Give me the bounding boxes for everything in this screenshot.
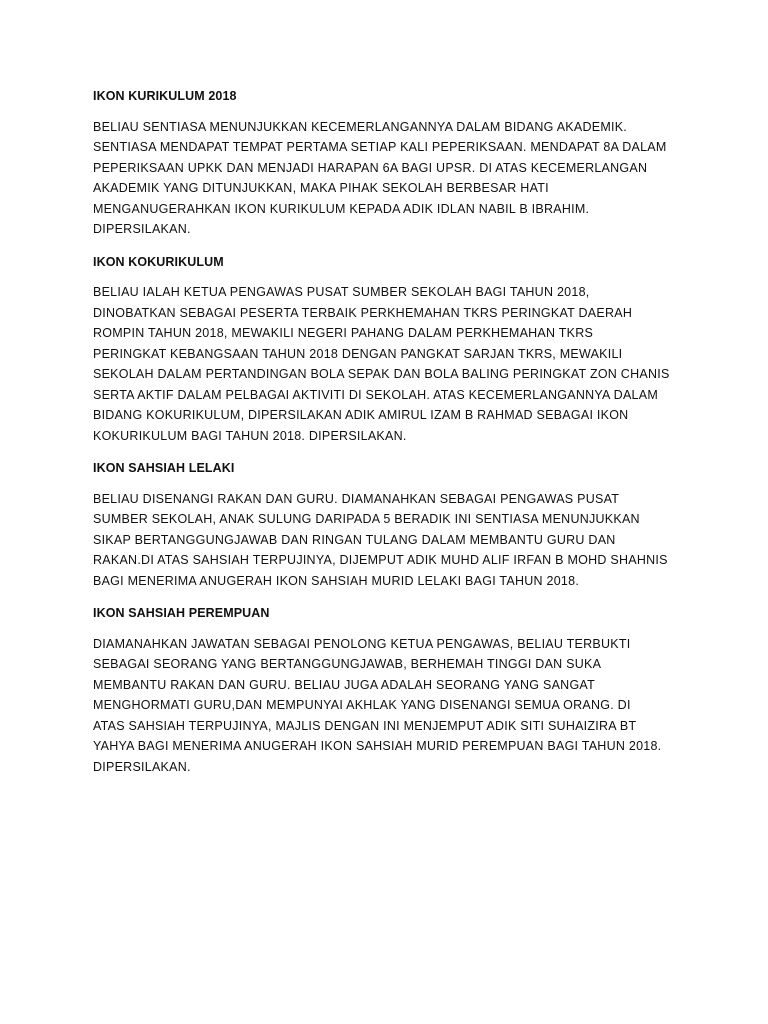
paragraph-line: YAHYA BAGI MENERIMA ANUGERAH IKON SAHSIAH MURID PEREMPUAN BAGI TAHUN 2018. <box>93 739 662 753</box>
paragraph-line: SEKOLAH DALAM PERTANDINGAN BOLA SEPAK DAN BOLA BALING PERINGKAT ZON CHANIS <box>93 367 670 381</box>
paragraph-line: DIPERSILAKAN. <box>93 759 191 774</box>
paragraph-line: KOKURIKULUM BAGI TAHUN 2018. DIPERSILAKAN. <box>93 428 407 443</box>
paragraph-line: RAKAN.DI ATAS SAHSIAH TERPUJINYA, DIJEMPUT ADIK MUHD ALIF IRFAN B MOHD SHAHNIS <box>93 553 668 567</box>
paragraph-line: DIAMANAHKAN JAWATAN SEBAGAI PENOLONG KETUA PENGAWAS, BELIAU TERBUKTI <box>93 636 631 651</box>
paragraph-line: MENGHORMATI GURU,DAN MEMPUNYAI AKHLAK YANG DISENANGI SEMUA ORANG. DI <box>93 698 631 712</box>
paragraph-line: DINOBATKAN SEBAGAI PESERTA TERBAIK PERKHEMAHAN TKRS PERINGKAT DAERAH <box>93 305 633 320</box>
section-paragraph-ikon-sahsiah-perempuan <box>93 634 693 778</box>
paragraph-line: SUMBER SEKOLAH, ANAK SULUNG DARIPADA 5 BERADIK INI SENTIASA MENUNJUKKAN <box>93 512 640 526</box>
paragraph-line: BELIAU DISENANGI RAKAN DAN GURU. DIAMANAHKAN SEBAGAI PENGAWAS PUSAT <box>93 491 620 506</box>
paragraph-line: SERTA AKTIF DALAM PELBAGAI AKTIVITI DI SEKOLAH. ATAS KECEMERLANGANNYA DALAM <box>93 387 658 402</box>
paragraph-line: AKADEMIK YANG DITUNJUKKAN, MAKA PIHAK SEKOLAH BERBESAR HATI <box>93 181 549 195</box>
paragraph-line: BIDANG KOKURIKULUM, DIPERSILAKAN ADIK AMIRUL IZAM B RAHMAD SEBAGAI IKON <box>93 408 629 422</box>
section-paragraph-ikon-kurikulum <box>93 117 693 240</box>
paragraph-line: PERINGKAT KEBANGSAAN TAHUN 2018 DENGAN PANGKAT SARJAN TKRS, MEWAKILI <box>93 346 623 361</box>
paragraph-line: BELIAU SENTIASA MENUNJUKKAN KECEMERLANGANNYA DALAM BIDANG AKADEMIK. <box>93 119 628 134</box>
paragraph-line: BELIAU IALAH KETUA PENGAWAS PUSAT SUMBER SEKOLAH BAGI TAHUN 2018, <box>93 285 590 299</box>
paragraph-line: MENGANUGERAHKAN IKON KURIKULUM KEPADA ADIK IDLAN NABIL B IBRAHIM. <box>93 201 590 216</box>
paragraph-line: SIKAP BERTANGGUNGJAWAB DAN RINGAN TULANG DALAM MEMBANTU GURU DAN <box>93 532 616 547</box>
section-heading-ikon-kurikulum: IKON KURIKULUM 2018 <box>93 89 237 103</box>
document-content <box>93 86 693 789</box>
section-heading-ikon-sahsiah-perempuan: IKON SAHSIAH PEREMPUAN <box>93 606 270 620</box>
paragraph-line: BAGI MENERIMA ANUGERAH IKON SAHSIAH MURID LELAKI BAGI TAHUN 2018. <box>93 573 580 588</box>
section-heading-ikon-kokurikulum: IKON KOKURIKULUM <box>93 254 224 269</box>
section-paragraph-ikon-kokurikulum <box>93 282 693 446</box>
section-heading-ikon-sahsiah-lelaki: IKON SAHSIAH LELAKI <box>93 461 235 475</box>
section-paragraph-ikon-sahsiah-lelaki <box>93 489 693 592</box>
paragraph-line: SEBAGAI SEORANG YANG BERTANGGUNGJAWAB, BERHEMAH TINGGI DAN SUKA <box>93 657 602 671</box>
paragraph-line: ATAS SAHSIAH TERPUJINYA, MAJLIS DENGAN INI MENJEMPUT ADIK SITI SUHAIZIRA BT <box>93 718 637 733</box>
paragraph-line: SENTIASA MENDAPAT TEMPAT PERTAMA SETIAP KALI PEPERIKSAAN. MENDAPAT 8A DALAM <box>93 140 667 154</box>
paragraph-line: DIPERSILAKAN. <box>93 222 191 236</box>
paragraph-line: ROMPIN TAHUN 2018, MEWAKILI NEGERI PAHANG DALAM PERKHEMAHAN TKRS <box>93 326 594 340</box>
paragraph-line: MEMBANTU RAKAN DAN GURU. BELIAU JUGA ADALAH SEORANG YANG SANGAT <box>93 677 595 692</box>
paragraph-line: PEPERIKSAAN UPKK DAN MENJADI HARAPAN 6A BAGI UPSR. DI ATAS KECEMERLANGAN <box>93 160 648 175</box>
